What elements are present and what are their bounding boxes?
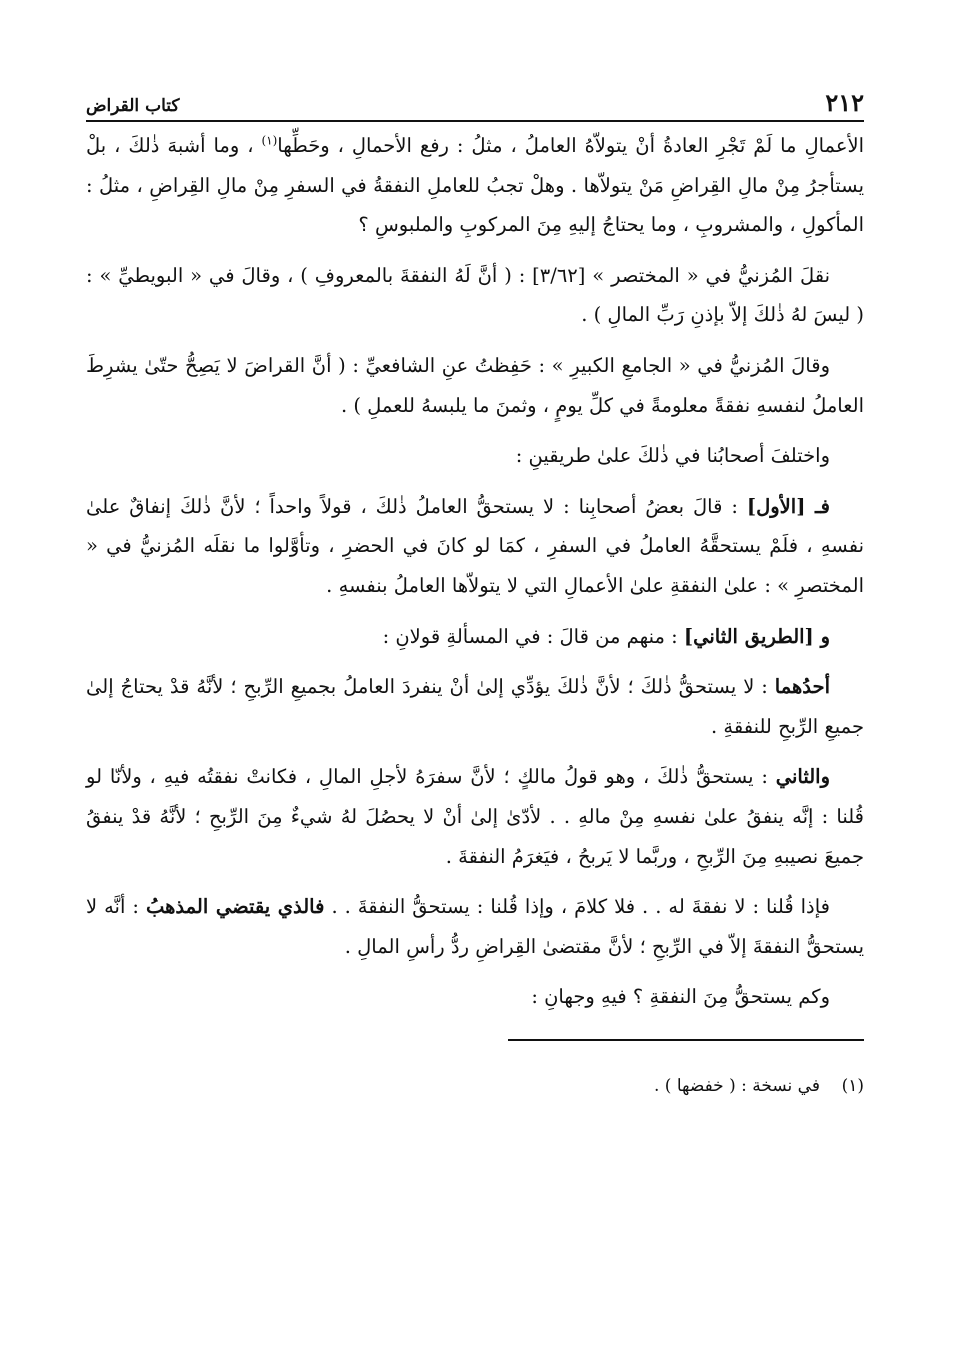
paragraph-text: وكم يستحقُّ مِنَ النفقةِ ؟ فيهِ وجهانِ : <box>531 985 830 1009</box>
paragraph-lead: فـ [الأول] <box>746 494 830 518</box>
page-header <box>86 84 864 122</box>
paragraph-text: : منهم من قالَ : في المسألةِ قولانِ : <box>382 624 684 648</box>
paragraph-lead: والثاني <box>775 765 830 789</box>
footnote-marker: (١) <box>841 1075 864 1096</box>
paragraph-lead: أحدُهما <box>774 675 830 699</box>
paragraph-10 <box>86 977 864 1017</box>
footnote <box>86 1071 864 1101</box>
footnote-divider <box>508 1039 864 1041</box>
paragraph-9 <box>86 887 864 966</box>
paragraph-4 <box>86 436 864 476</box>
page-body <box>86 126 864 1017</box>
paragraph-1 <box>86 126 864 245</box>
running-title: كتاب القراض <box>86 96 180 116</box>
footnote-reference: (١) <box>261 133 278 148</box>
paragraph-6 <box>86 617 864 657</box>
paragraph-text: فإذا قُلنا : لا نفقةَ له . . فلا كلامَ ، وإذا قُلنا : يستحقُّ النفقةَ . . <box>324 895 830 919</box>
paragraph-8 <box>86 757 864 876</box>
paragraph-text-tail: : أنَّه لا يستحقُّ النفقةَ إلاّ في الرِّبحِ ؛ لأنَّ مقتضىٰ القِراضِ ردُّ رأسِ المالِ . <box>86 895 864 958</box>
paragraph-text: : قالَ بعضُ أصحابِنا : لا يستحقُّ العاملُ ذٰلكَ ، قولاً واحداً ؛ لأنَّ ذٰلكَ إنفاقٌ علىٰ نفسهِ ، فلَمْ يستحقَّهُ العاملُ في السفرِ ، كمَا لو كانَ في الحضرِ ، وتأوَّلوا ما نقلَه المُزنيُّ في « المختصرِ » : علىٰ النفقةِ علىٰ الأعمالِ التي لا يتولاّها العاملُ بنفسهِ . <box>86 494 864 597</box>
paragraph-2 <box>86 256 864 335</box>
paragraph-text: نقلَ المُزنيُّ في « المختصر » [٣/٦٢] : ( أنَّ لَهُ النفقةَ بالمعروفِ ) ، وقالَ في « البويطيِّ » : ( ليسَ لهُ ذٰلكَ إلاّ بإذنِ رَبِّ المالِ ) . <box>86 263 864 327</box>
paragraph-text: : لا يستحقُّ ذٰلكَ ؛ لأنَّ ذٰلكَ يؤدِّي إلىٰ أنْ ينفردَ العاملُ بجميعِ الرِّبحِ ؛ لأنَّهُ قدْ يحتاجُ إلىٰ جميعِ الرِّبحِ للنفقةِ . <box>86 675 864 738</box>
paragraph-3 <box>86 346 864 425</box>
paragraph-text: واختلفَ أصحابُنا في ذٰلكَ علىٰ طريقينِ : <box>515 444 830 468</box>
page-number: ٢١٢ <box>825 88 864 117</box>
paragraph-text: : يستحقُّ ذٰلكَ ، وهو قولُ مالكٍ ؛ لأنَّ سفرَهُ لأجلِ المالِ ، فكانتْ نفقتُه فيهِ ، ولأنّا لو قُلنا : إنَّه ينفقُ علىٰ نفسهِ مِنْ مالهِ . . لأدّىٰ إلىٰ أنْ لا يحصُلَ لهُ شيءٌ مِنَ الرِّبحِ ؛ لأنَّهُ قدْ ينفقُ جميعَ نصيبهِ مِنَ الرِّبحِ ، وربَّما لا يَربحُ ، فيَغرَمُ النفقةَ . <box>86 765 864 868</box>
paragraph-text: الأعمالِ ما لَمْ تَجْرِ العادةُ أنْ يتولاّهُ العاملُ ، مثلُ : رفع الأحمالِ ، وحَطِّها <box>277 134 864 157</box>
footnote-text: في نسخة : ( خفضها ) . <box>653 1075 820 1096</box>
paragraph-text: وقالَ المُزنيُّ في « الجامعِ الكبيرِ » : حَفِظتُ عنِ الشافعيِّ : ( أنَّ القراضَ لا يَصِحُّ حتّىٰ يشرِطَ العاملُ لنفسهِ نفقةً معلومةً في كلِّ يومٍ ، وثمنَ ما يلبسهُ للعملِ ) . <box>86 353 864 417</box>
paragraph-bold-phrase: فالذي يقتضي المذهبُ <box>145 895 325 919</box>
paragraph-7 <box>86 667 864 746</box>
paragraph-lead: و [الطريق الثاني] <box>683 624 830 648</box>
paragraph-text-tail: ، وما أشبهَ ذٰلكَ ، بلْ يستأجرُ مِنْ مالِ القِراضِ مَنْ يتولاّها . وهلْ تجبُ للعاملِ النفقةُ في السفرِ مِنْ مالِ القِراضِ ، مثلُ : المأكولِ ، والمشروبِ ، وما يحتاجُ إليهِ مِنَ المركوبِ والملبوسِ ؟ <box>86 134 864 237</box>
book-page <box>86 84 864 1101</box>
paragraph-5 <box>86 487 864 606</box>
